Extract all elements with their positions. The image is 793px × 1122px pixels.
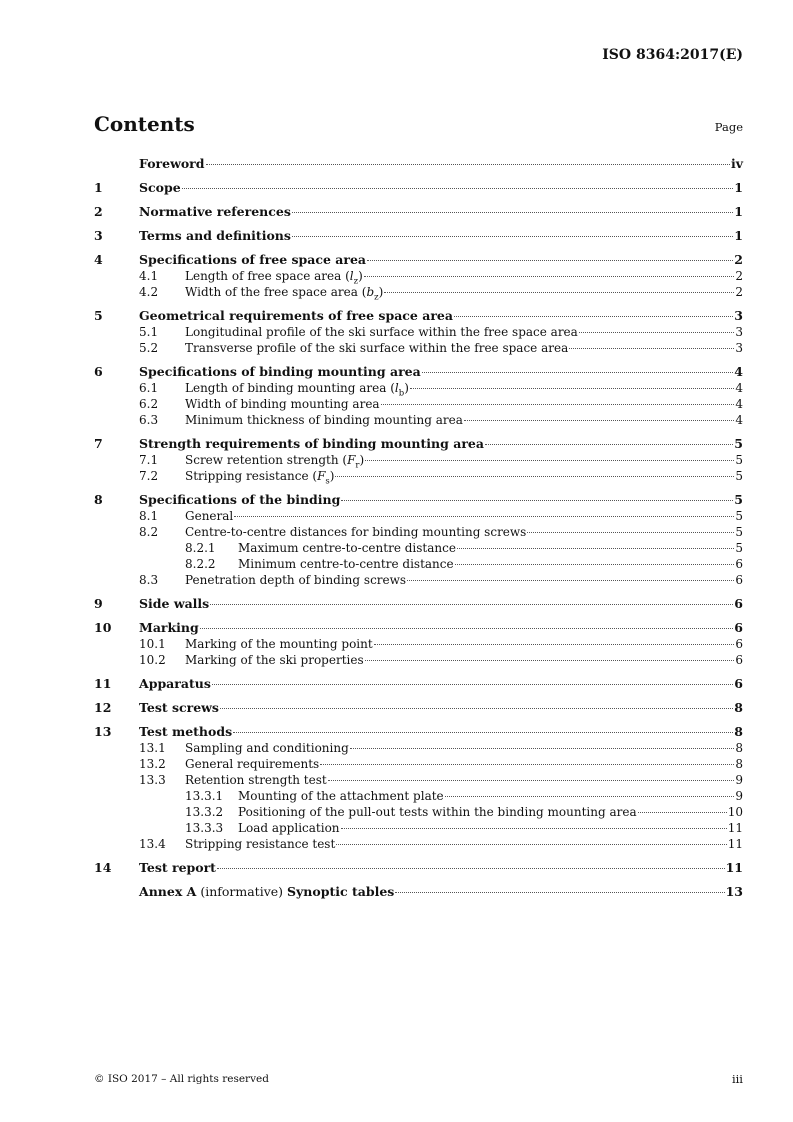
toc-entry-symbol: F — [347, 453, 356, 467]
toc-entry-number: 13 — [94, 724, 112, 739]
toc-entry-symbol-subscript: z — [374, 292, 379, 303]
dot-leader — [569, 348, 734, 349]
toc-entry-number: 8.2.2 — [185, 557, 216, 571]
toc-entry-page: 2 — [735, 285, 743, 299]
dot-leader — [341, 500, 733, 501]
dot-leader — [395, 892, 724, 893]
toc-entry-title-text: Test screws — [139, 700, 219, 715]
toc-entry[interactable] — [94, 204, 743, 220]
dot-leader — [464, 420, 734, 421]
toc-entry-page: 4 — [735, 397, 743, 411]
dot-leader — [454, 316, 733, 317]
toc-entry-number: 13.3.3 — [185, 821, 224, 835]
toc-entry[interactable] — [94, 380, 743, 399]
toc-entry-title-text: Load application — [238, 821, 340, 835]
toc-entry[interactable] — [94, 836, 743, 852]
toc-entry-number: 13.3 — [139, 773, 166, 787]
toc-entry[interactable] — [94, 572, 743, 588]
toc-entry[interactable] — [94, 156, 743, 172]
toc-entry-annex-note: (informative) — [196, 884, 288, 899]
toc-entry-number: 9 — [94, 596, 103, 611]
toc-entry-title-suffix: ) — [358, 269, 363, 283]
dot-leader — [384, 292, 734, 293]
toc-entry-number: 5 — [94, 308, 103, 323]
dot-leader — [410, 388, 734, 389]
toc-entry-title — [238, 540, 456, 556]
toc-entry-symbol: l — [349, 269, 354, 283]
toc-entry-number: 10 — [94, 620, 112, 635]
toc-entry-page: 6 — [734, 620, 743, 635]
toc-entry-title — [185, 572, 406, 588]
toc-entry-number: 13.3.1 — [185, 789, 224, 803]
toc-entry-title-text: Specifications of the binding — [139, 492, 341, 507]
dot-leader — [200, 628, 734, 629]
toc-entry-number: 13.4 — [139, 837, 166, 851]
toc-entry-title — [238, 820, 340, 836]
toc-entry[interactable] — [94, 772, 743, 788]
toc-entry-title — [139, 492, 340, 508]
toc-entry-title — [185, 652, 364, 668]
toc-entry-title-text: Specifications of free space area — [139, 252, 367, 267]
dot-leader — [527, 532, 734, 533]
toc-entry-title-text: Maximum centre-to-centre distance — [238, 541, 456, 555]
dot-leader — [233, 732, 733, 733]
toc-entry-number: 6.3 — [139, 413, 159, 427]
toc-entry[interactable] — [94, 860, 743, 876]
toc-entry-page: 11 — [727, 821, 743, 835]
toc-entry-title-text: General requirements — [185, 757, 320, 771]
dot-leader — [350, 748, 735, 749]
toc-entry-title — [185, 740, 349, 756]
contents-title: Contents — [94, 112, 195, 136]
toc-entry[interactable] — [94, 540, 743, 556]
toc-entry-title-text: Stripping resistance test — [185, 837, 336, 851]
toc-entry-number: 11 — [94, 676, 112, 691]
toc-entry-page: 8 — [735, 757, 743, 771]
dot-leader — [445, 796, 735, 797]
toc-entry-page: 4 — [735, 381, 743, 395]
toc-entry-title-text: Annex A — [139, 884, 197, 899]
toc-entry-title — [185, 396, 380, 412]
toc-entry-page: 6 — [735, 653, 743, 667]
dot-leader — [367, 260, 733, 261]
toc-entry-page: 9 — [735, 789, 743, 803]
dot-leader — [220, 708, 733, 709]
toc-entry[interactable] — [94, 884, 743, 900]
toc-entry-title-text: General — [185, 509, 234, 523]
toc-entry-number: 8.1 — [139, 509, 159, 523]
dot-leader — [320, 764, 734, 765]
toc-entry-title — [238, 556, 454, 572]
toc-entry-page: 6 — [735, 573, 743, 587]
dot-leader — [407, 580, 734, 581]
toc-entry[interactable] — [94, 412, 743, 428]
toc-entry-title — [185, 468, 335, 487]
toc-entry-number: 4 — [94, 252, 103, 267]
dot-leader — [485, 444, 733, 445]
toc-entry-title-text: Normative references — [139, 204, 291, 219]
toc-entry-title-text: Mounting of the attachment plate — [238, 789, 444, 803]
dot-leader — [381, 404, 735, 405]
dot-leader — [206, 164, 730, 165]
toc-entry-number: 5.2 — [139, 341, 159, 355]
toc-entry-title — [139, 436, 484, 452]
toc-entry-title-text: Longitudinal profile of the ski surface within the free space area — [185, 325, 578, 339]
toc-entry[interactable] — [94, 676, 743, 692]
toc-entry-page: 6 — [734, 676, 743, 691]
toc-entry-number: 8.2 — [139, 525, 159, 539]
toc-entry-number: 14 — [94, 860, 112, 875]
toc-entry-title-text: Length of free space area ( — [185, 269, 350, 283]
toc-entry[interactable] — [94, 524, 743, 540]
toc-entry-page: 5 — [735, 469, 743, 483]
toc-entry-number: 6.1 — [139, 381, 159, 395]
toc-entry-symbol-subscript: s — [325, 476, 330, 487]
dot-leader — [292, 236, 733, 237]
toc-entry-number: 10.2 — [139, 653, 166, 667]
document-code: ISO 8364:2017(E) — [602, 47, 743, 63]
toc-entry-page: 11 — [725, 860, 743, 875]
toc-entry[interactable] — [94, 740, 743, 756]
toc-entry-page: 5 — [735, 509, 743, 523]
toc-entry-title-text: Sampling and conditioning — [185, 741, 349, 755]
dot-leader — [365, 460, 734, 461]
toc-entry-page: 11 — [727, 837, 743, 851]
toc-entry-page: 8 — [735, 741, 743, 755]
toc-entry-title — [139, 860, 216, 876]
toc-entry[interactable] — [94, 756, 743, 772]
toc-entry-number: 2 — [94, 204, 103, 219]
toc-entry-number: 8.3 — [139, 573, 159, 587]
dot-leader — [328, 780, 735, 781]
toc-entry-title — [139, 724, 232, 740]
toc-entry[interactable] — [94, 700, 743, 716]
dot-leader — [212, 684, 733, 685]
toc-entry-symbol: F — [317, 469, 326, 483]
dot-leader — [365, 660, 735, 661]
toc-entry-page: 9 — [735, 773, 743, 787]
toc-entry-title — [185, 324, 578, 340]
toc-entry-page: 1 — [734, 204, 743, 219]
toc-entry[interactable] — [94, 452, 743, 471]
toc-entry-page: 6 — [735, 557, 743, 571]
toc-entry-title-text: Scope — [139, 180, 181, 195]
toc-entry-title-text: Apparatus — [139, 676, 211, 691]
toc-entry[interactable] — [94, 492, 743, 508]
toc-entry-title — [185, 452, 365, 471]
toc-entry-title — [185, 636, 373, 652]
toc-entry-page: 1 — [734, 180, 743, 195]
toc-entry-number: 7 — [94, 436, 103, 451]
toc-entry-page: 4 — [735, 413, 743, 427]
toc-entry-title-text: Stripping resistance ( — [185, 469, 318, 483]
toc-entry-number: 12 — [94, 700, 112, 715]
toc-entry-number: 4.1 — [139, 269, 159, 283]
toc-entry-page: iv — [730, 156, 743, 171]
toc-entry-title-suffix: ) — [378, 285, 384, 299]
toc-entry[interactable] — [94, 468, 743, 487]
toc-entry-title-text: Positioning of the pull-out tests within the binding mounting area — [238, 805, 637, 819]
toc-entry-title-text: Centre-to-centre distances for binding mounting screws — [185, 525, 527, 539]
toc-entry[interactable] — [94, 596, 743, 612]
toc-entry-title — [185, 380, 409, 399]
toc-entry-title-text: Test methods — [139, 724, 233, 739]
toc-entry-title-text: Specifications of binding mounting area — [139, 364, 421, 379]
toc-entry-title — [139, 596, 209, 612]
toc-entry-title — [139, 884, 394, 900]
toc-entry-title-text: Test report — [139, 860, 216, 875]
toc-entry-page: 5 — [735, 541, 743, 555]
toc-entry-title-text: Strength requirements of binding mounting area — [139, 436, 484, 451]
toc-entry[interactable] — [94, 252, 743, 268]
toc-entry-page: 3 — [735, 341, 743, 355]
dot-leader — [638, 812, 727, 813]
dot-leader — [217, 868, 725, 869]
toc-entry-title-text: Marking of the ski properties — [185, 653, 364, 667]
toc-entry-title — [185, 772, 327, 788]
toc-entry-page: 6 — [735, 637, 743, 651]
toc-entry-number: 3 — [94, 228, 103, 243]
dot-leader — [234, 516, 734, 517]
toc-entry-number: 13.2 — [139, 757, 166, 771]
toc-entry-page: 3 — [734, 308, 743, 323]
toc-entry[interactable] — [94, 820, 743, 836]
toc-entry-page: 8 — [734, 724, 743, 739]
dot-leader — [374, 644, 735, 645]
dot-leader — [579, 332, 735, 333]
toc-entry-title-text: Transverse profile of the ski surface within the free space area — [185, 341, 569, 355]
toc-entry[interactable] — [94, 340, 743, 356]
dot-leader — [335, 476, 734, 477]
toc-entry-title-text: Terms and definitions — [139, 228, 291, 243]
toc-entry-title — [139, 204, 291, 220]
toc-entry-page: 3 — [735, 325, 743, 339]
toc-entry-title — [139, 252, 366, 268]
toc-entry-title-text: Penetration depth of binding screws — [185, 573, 407, 587]
toc-entry-title-suffix: ) — [359, 453, 365, 467]
toc-entry-symbol: l — [394, 381, 399, 395]
dot-leader — [341, 828, 727, 829]
toc-entry-title-suffix: ) — [329, 469, 335, 483]
toc-entry[interactable] — [94, 788, 743, 804]
toc-entry-number: 6.2 — [139, 397, 159, 411]
dot-leader — [422, 372, 734, 373]
toc-entry-page: 5 — [734, 436, 743, 451]
toc-entry[interactable] — [94, 508, 743, 524]
toc-entry[interactable] — [94, 556, 743, 572]
toc-entry-number: 6 — [94, 364, 103, 379]
toc-entry-title — [139, 676, 211, 692]
toc-entry-title-text: Marking of the mounting point — [185, 637, 373, 651]
copyright-notice: © ISO 2017 – All rights reserved — [94, 1073, 269, 1085]
toc-entry-title — [139, 180, 181, 196]
toc-entry-symbol-subscript: r — [355, 460, 360, 471]
toc-entry-title — [185, 756, 319, 772]
toc-entry-page: 2 — [734, 252, 743, 267]
toc-entry-title — [185, 268, 363, 287]
toc-entry[interactable] — [94, 620, 743, 636]
toc-entry-symbol-subscript: b — [398, 388, 405, 399]
toc-entry[interactable] — [94, 804, 743, 820]
dot-leader — [364, 276, 735, 277]
toc-entry[interactable] — [94, 436, 743, 452]
toc-entry-title-text: Screw retention strength ( — [185, 453, 348, 467]
toc-entry-title — [238, 788, 444, 804]
toc-entry[interactable] — [94, 724, 743, 740]
toc-entry[interactable] — [94, 364, 743, 380]
toc-entry-title — [185, 284, 384, 303]
toc-entry-title — [139, 620, 199, 636]
toc-entry-number: 8.2.1 — [185, 541, 216, 555]
toc-entry-title — [185, 836, 335, 852]
toc-entry-page: 1 — [734, 228, 743, 243]
toc-entry-title — [139, 364, 421, 380]
toc-entry-annex-title: Synoptic tables — [287, 884, 395, 899]
toc-entry-page: 6 — [734, 596, 743, 611]
toc-entry-symbol-subscript: z — [353, 276, 359, 287]
toc-entry-page: 2 — [735, 269, 743, 283]
toc-entry-number: 1 — [94, 180, 103, 195]
toc-entry-title — [139, 700, 219, 716]
page-column-label: Page — [714, 120, 743, 134]
toc-entry-number: 13.1 — [139, 741, 166, 755]
dot-leader — [210, 604, 733, 605]
toc-entry-number: 7.1 — [139, 453, 159, 467]
toc-entry-title — [185, 340, 568, 356]
toc-entry-title-text: Minimum thickness of binding mounting area — [185, 413, 463, 427]
toc-entry[interactable] — [94, 308, 743, 324]
toc-entry-title-text: Side walls — [139, 596, 210, 611]
table-of-contents — [94, 156, 743, 900]
toc-entry-symbol: b — [366, 285, 375, 299]
toc-entry-title — [185, 508, 233, 524]
dot-leader — [292, 212, 733, 213]
toc-entry-number: 10.1 — [139, 637, 166, 651]
toc-entry[interactable] — [94, 636, 743, 652]
toc-entry-title — [139, 156, 205, 172]
toc-entry-number: 5.1 — [139, 325, 159, 339]
toc-entry-number: 7.2 — [139, 469, 159, 483]
toc-entry-title — [139, 308, 453, 324]
toc-entry-page: 8 — [734, 700, 743, 715]
toc-entry[interactable] — [94, 652, 743, 668]
dot-leader — [455, 564, 735, 565]
toc-entry-title — [185, 412, 463, 428]
toc-entry-number: 8 — [94, 492, 103, 507]
toc-entry-page: 13 — [725, 884, 743, 899]
dot-leader — [336, 844, 726, 845]
toc-entry[interactable] — [94, 180, 743, 196]
toc-entry-title-text: Width of binding mounting area — [185, 397, 380, 411]
toc-entry-title-text: Retention strength test — [185, 773, 327, 787]
toc-entry[interactable] — [94, 284, 743, 303]
toc-entry-title-text: Length of binding mounting area ( — [185, 381, 395, 395]
toc-entry-title — [185, 524, 526, 540]
toc-entry-page: 5 — [735, 453, 743, 467]
dot-leader — [457, 548, 734, 549]
toc-entry-title-text: Marking — [139, 620, 199, 635]
toc-entry-title — [238, 804, 637, 820]
toc-entry-title-text: Foreword — [139, 156, 205, 171]
toc-entry-page: 5 — [735, 525, 743, 539]
dot-leader — [182, 188, 734, 189]
toc-entry-number: 13.3.2 — [185, 805, 224, 819]
toc-entry-title-text: Width of the free space area ( — [185, 285, 367, 299]
toc-entry-title-text: Geometrical requirements of free space area — [139, 308, 453, 323]
toc-entry[interactable] — [94, 324, 743, 340]
toc-entry[interactable] — [94, 228, 743, 244]
toc-entry-page: 5 — [734, 492, 743, 507]
toc-entry-page: 4 — [734, 364, 743, 379]
page-number: iii — [731, 1072, 743, 1086]
toc-entry[interactable] — [94, 396, 743, 412]
toc-entry-title — [139, 228, 291, 244]
toc-entry-title-suffix: ) — [404, 381, 409, 395]
toc-entry-title-text: Minimum centre-to-centre distance — [238, 557, 454, 571]
toc-entry-number: 4.2 — [139, 285, 159, 299]
toc-entry[interactable] — [94, 268, 743, 287]
toc-entry-page: 10 — [727, 805, 743, 819]
